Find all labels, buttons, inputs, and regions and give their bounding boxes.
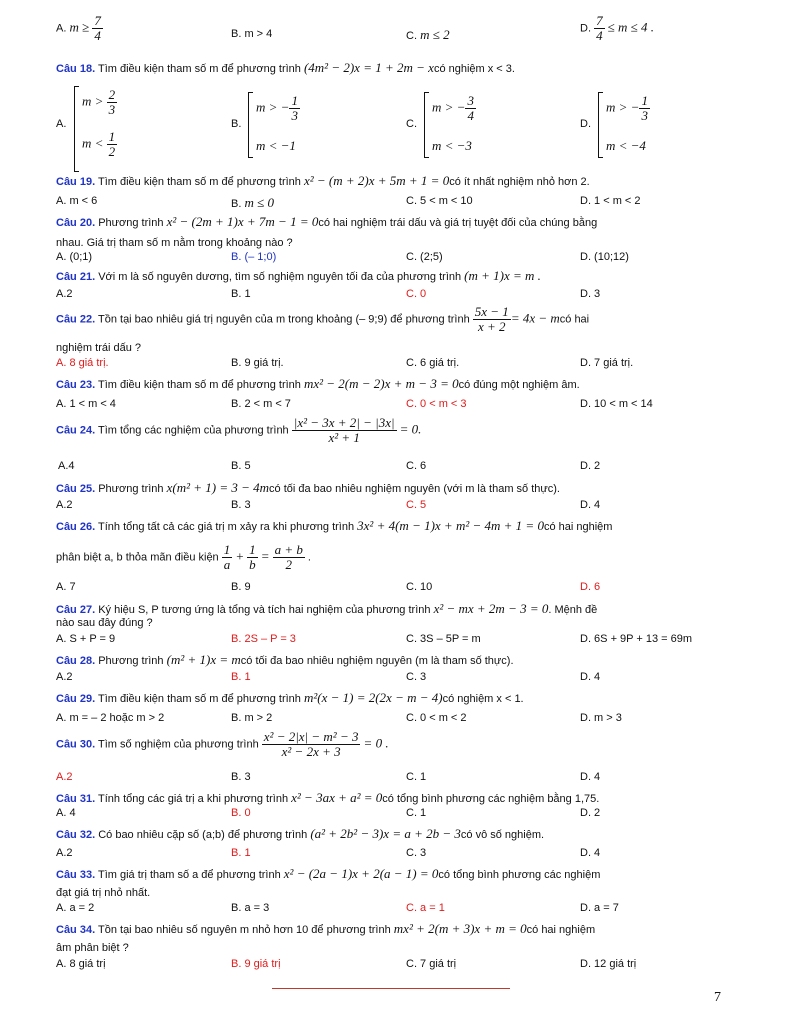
math-expr: ≤ m ≤ 4 . bbox=[607, 19, 655, 35]
numerator: a + b bbox=[274, 542, 303, 557]
option-label: B. bbox=[231, 198, 242, 210]
q18-option-c-label[interactable]: C. bbox=[406, 118, 417, 130]
equation: (4m² − 2)x = 1 + 2m − x bbox=[303, 60, 434, 75]
equation: m²(x − 1) = 2(2x − m − 4) bbox=[303, 690, 443, 705]
q22-question-cont: nghiệm trái dấu ? bbox=[56, 342, 141, 354]
equation: mx² − 2(m − 2)x + m − 3 = 0 bbox=[303, 376, 459, 391]
q20-question-cont: nhau. Giá trị tham số m nằm trong khoảng nào ? bbox=[56, 237, 293, 249]
fraction bbox=[289, 94, 300, 123]
denominator: x² + 1 bbox=[328, 430, 360, 445]
q22-option-a[interactable]: A. 8 giá trị. bbox=[56, 357, 109, 369]
q25-question bbox=[56, 480, 560, 496]
q25-option-a[interactable]: A.2 bbox=[56, 499, 73, 511]
q30-option-c[interactable]: C. 1 bbox=[406, 771, 427, 783]
footer-divider bbox=[272, 988, 510, 989]
q19-option-b[interactable] bbox=[231, 195, 274, 211]
question-text: có hai bbox=[559, 313, 590, 326]
question-label: Câu 25. bbox=[56, 483, 96, 495]
bracket bbox=[74, 86, 79, 172]
q18-a-line2 bbox=[82, 130, 117, 159]
question-label: Câu 33. bbox=[56, 869, 96, 881]
question-label: Câu 28. bbox=[56, 655, 96, 667]
numerator: |x² − 3x + 2| − |3x| bbox=[293, 415, 395, 430]
question-text: có tổng bình phương các nghiệm bằng 1,75. bbox=[382, 793, 600, 805]
option-label: D. bbox=[580, 22, 591, 35]
q34-question bbox=[56, 921, 595, 937]
denominator: 3 bbox=[641, 108, 648, 123]
fraction bbox=[292, 416, 397, 445]
math-expr: m > − bbox=[432, 99, 466, 115]
denominator: x² − 2x + 3 bbox=[281, 744, 341, 759]
q18-b-line1 bbox=[256, 94, 300, 123]
equals-sign: = bbox=[260, 548, 270, 564]
numerator: 1 bbox=[108, 129, 116, 144]
question-label: Câu 19. bbox=[56, 176, 96, 188]
q33-question-cont: đạt giá trị nhỏ nhất. bbox=[56, 887, 151, 899]
q18-option-a-label[interactable]: A. bbox=[56, 118, 67, 130]
question-text: Tìm giá trị tham số a để phương trình bbox=[98, 869, 281, 881]
question-text: Ký hiệu S, P tương ứng là tổng và tích hai nghiệm của phương trình bbox=[98, 604, 431, 616]
q20-option-d[interactable]: D. (10;12) bbox=[580, 251, 629, 263]
denominator: 4 bbox=[596, 28, 603, 43]
denominator: b bbox=[249, 557, 256, 572]
equation: = 0. bbox=[399, 421, 422, 437]
fraction bbox=[92, 14, 103, 43]
q24-option-b[interactable]: B. 5 bbox=[231, 460, 251, 472]
q21-option-c[interactable]: C. 0 bbox=[406, 288, 427, 300]
numerator: 7 bbox=[94, 13, 101, 28]
q34-question-cont: âm phân biệt ? bbox=[56, 942, 129, 954]
q28-option-b[interactable]: B. 1 bbox=[231, 671, 251, 683]
equation: x² − 3ax + a² = 0 bbox=[291, 790, 383, 805]
fraction bbox=[262, 730, 361, 759]
q31-option-d[interactable]: D. 2 bbox=[580, 807, 601, 819]
fraction bbox=[222, 543, 233, 572]
q18-b-line2: m < −1 bbox=[256, 138, 296, 153]
equation: mx² + 2(m + 3)x + m = 0 bbox=[393, 921, 527, 936]
q28-option-c[interactable]: C. 3 bbox=[406, 671, 427, 683]
question-text: Phương trình bbox=[98, 655, 164, 667]
fraction bbox=[473, 305, 511, 334]
q19-option-d[interactable]: D. 1 < m < 2 bbox=[580, 195, 641, 207]
q34-option-d[interactable]: D. 12 giá trị bbox=[580, 958, 637, 970]
q20-option-a[interactable]: A. (0;1) bbox=[56, 251, 93, 263]
question-text: Phương trình bbox=[98, 483, 164, 495]
question-label: Câu 18. bbox=[56, 63, 96, 75]
option-label: A. bbox=[56, 22, 67, 35]
q26-option-d[interactable]: D. 6 bbox=[580, 581, 601, 593]
fraction bbox=[107, 130, 118, 159]
question-text: Tìm điều kiện tham số m để phương trình bbox=[98, 176, 301, 188]
q19-option-c[interactable]: C. 5 < m < 10 bbox=[406, 195, 473, 207]
plus-sign: + bbox=[235, 548, 245, 564]
q26-option-a[interactable]: A. 7 bbox=[56, 581, 76, 593]
equation: x² − (2m + 1)x + 7m − 1 = 0 bbox=[166, 214, 319, 229]
q27-option-c[interactable]: C. 3S – 5P = m bbox=[406, 633, 481, 645]
question-label: Câu 20. bbox=[56, 217, 96, 229]
fraction bbox=[107, 88, 118, 117]
q29-option-c[interactable]: C. 0 < m < 2 bbox=[406, 712, 467, 724]
q33-option-d[interactable]: D. a = 7 bbox=[580, 902, 619, 914]
q32-option-a[interactable]: A.2 bbox=[56, 847, 73, 859]
denominator: 2 bbox=[108, 144, 116, 159]
math-expr: m > − bbox=[606, 99, 640, 115]
question-label: Câu 29. bbox=[56, 693, 96, 705]
q33-option-b[interactable]: B. a = 3 bbox=[231, 902, 270, 914]
q21-option-b[interactable]: B. 1 bbox=[231, 288, 251, 300]
q26-question bbox=[56, 518, 612, 534]
q18-option-b-label[interactable]: B. bbox=[231, 118, 242, 130]
question-label: Câu 34. bbox=[56, 924, 96, 936]
q31-option-a[interactable]: A. 4 bbox=[56, 807, 76, 819]
question-text: có nghiệm x < 3. bbox=[433, 63, 515, 75]
q17-option-b[interactable]: B. m > 4 bbox=[231, 28, 273, 40]
q27-option-d[interactable]: D. 6S + 9P + 13 = 69m bbox=[580, 633, 693, 645]
q29-option-b[interactable]: B. m > 2 bbox=[231, 712, 273, 724]
equation: x² − (m + 2)x + 5m + 1 = 0 bbox=[303, 173, 450, 188]
q27-option-a[interactable]: A. S + P = 9 bbox=[56, 633, 116, 645]
question-text: có hai nghiệm trái dấu và giá trị tuyệt đối của chúng bằng bbox=[318, 217, 598, 229]
denominator: 3 bbox=[108, 102, 116, 117]
q22-option-c[interactable]: C. 6 giá trị. bbox=[406, 357, 460, 369]
denominator: x + 2 bbox=[478, 319, 506, 334]
q28-question bbox=[56, 652, 514, 668]
q34-option-a[interactable]: A. 8 giá trị bbox=[56, 958, 106, 970]
numerator: 5x − 1 bbox=[474, 304, 509, 319]
q33-question bbox=[56, 866, 600, 882]
q20-option-b[interactable]: B. (– 1;0) bbox=[231, 251, 277, 263]
q25-option-c[interactable]: C. 5 bbox=[406, 499, 427, 511]
q31-option-c[interactable]: C. 1 bbox=[406, 807, 427, 819]
equation: (a² + 2b² − 3)x = a + 2b − 3 bbox=[310, 826, 461, 841]
question-text: Tồn tại bao nhiêu số nguyên m nhỏ hơn 10 để phương trình bbox=[98, 924, 391, 936]
bracket bbox=[598, 92, 603, 158]
equation: x² − mx + 2m − 3 = 0 bbox=[433, 601, 549, 616]
q21-option-d[interactable]: D. 3 bbox=[580, 288, 601, 300]
math-expr: m < bbox=[82, 135, 104, 151]
question-label: Câu 24. bbox=[56, 424, 96, 437]
q30-question bbox=[56, 730, 389, 759]
q20-option-c[interactable]: C. (2;5) bbox=[406, 251, 443, 263]
numerator: 2 bbox=[108, 87, 116, 102]
q23-option-b[interactable]: B. 2 < m < 7 bbox=[231, 398, 291, 410]
option-label: C. bbox=[406, 30, 417, 42]
math-expr: m > − bbox=[256, 99, 290, 115]
equation: 3x² + 4(m − 1)x + m² − 4m + 1 = 0 bbox=[357, 518, 544, 533]
q31-option-b[interactable]: B. 0 bbox=[231, 807, 251, 819]
equation: x(m² + 1) = 3 − 4m bbox=[166, 480, 270, 495]
question-text: Tính tổng các giá trị a khi phương trình bbox=[98, 793, 289, 805]
fraction bbox=[639, 94, 650, 123]
numerator: x² − 2|x| − m² − 3 bbox=[263, 729, 359, 744]
q18-question bbox=[56, 60, 515, 76]
q34-option-b[interactable]: B. 9 giá trị bbox=[231, 958, 281, 970]
q26-option-c[interactable]: C. 10 bbox=[406, 581, 433, 593]
fraction bbox=[594, 14, 605, 43]
fraction bbox=[273, 543, 305, 572]
q26-option-b[interactable]: B. 9 bbox=[231, 581, 251, 593]
question-label: Câu 22. bbox=[56, 313, 96, 326]
q17-option-a[interactable] bbox=[56, 14, 103, 43]
math-expr: m ≥ bbox=[69, 19, 90, 35]
numerator: 1 bbox=[249, 542, 256, 557]
q24-question bbox=[56, 416, 421, 445]
q24-option-c[interactable]: C. 6 bbox=[406, 460, 427, 472]
q18-c-line1 bbox=[432, 94, 476, 123]
q23-option-d[interactable]: D. 10 < m < 14 bbox=[580, 398, 653, 410]
question-text: Tìm điều kiện tham số m để phương trình bbox=[98, 693, 301, 705]
q27-option-b[interactable]: B. 2S – P = 3 bbox=[231, 633, 296, 645]
q18-c-line2: m < −3 bbox=[432, 138, 472, 153]
equation: (m + 1)x = m . bbox=[464, 268, 541, 283]
q32-option-b[interactable]: B. 1 bbox=[231, 847, 251, 859]
denominator: 4 bbox=[94, 28, 101, 43]
q28-option-d[interactable]: D. 4 bbox=[580, 671, 601, 683]
q29-option-d[interactable]: D. m > 3 bbox=[580, 712, 622, 724]
question-text: phân biệt a, b thỏa mãn điều kiện bbox=[56, 551, 219, 564]
question-text: có vô số nghiệm. bbox=[460, 829, 545, 841]
numerator: 1 bbox=[641, 93, 648, 108]
q30-option-b[interactable]: B. 3 bbox=[231, 771, 251, 783]
page-number: 7 bbox=[714, 990, 721, 1005]
math-expr: m ≤ 2 bbox=[420, 27, 450, 42]
question-text: Có bao nhiêu cặp số (a;b) để phương trình bbox=[98, 829, 308, 841]
question-text: Tìm điều kiện tham số m để phương trình bbox=[98, 379, 301, 391]
question-text: Tìm điều kiện tham số m để phương trình bbox=[98, 63, 301, 75]
question-text: Phương trình bbox=[98, 217, 164, 229]
q19-option-a[interactable]: A. m < 6 bbox=[56, 195, 98, 207]
math-expr: m ≤ 0 bbox=[244, 195, 274, 210]
equation: = 0 . bbox=[363, 735, 389, 751]
q33-option-a[interactable]: A. a = 2 bbox=[56, 902, 95, 914]
numerator: 1 bbox=[291, 93, 298, 108]
question-label: Câu 27. bbox=[56, 604, 96, 616]
equation: x² − (2a − 1)x + 2(a − 1) = 0 bbox=[283, 866, 439, 881]
q20-question bbox=[56, 214, 597, 230]
denominator: 3 bbox=[291, 108, 298, 123]
numerator: 1 bbox=[223, 542, 231, 557]
math-expr: m > bbox=[82, 93, 104, 109]
question-text: Tồn tại bao nhiêu giá trị nguyên của m trong khoảng (– 9;9) để phương trình bbox=[98, 313, 470, 326]
question-text: . Mệnh đề bbox=[548, 604, 598, 616]
question-text: Tìm tổng các nghiệm của phương trình bbox=[98, 424, 289, 437]
q27-question-cont: nào sau đây đúng ? bbox=[56, 617, 153, 629]
q24-option-d[interactable]: D. 2 bbox=[580, 460, 601, 472]
q17-option-d[interactable] bbox=[580, 14, 654, 43]
equation: (m² + 1)x = m bbox=[166, 652, 241, 667]
q23-option-c[interactable]: C. 0 < m < 3 bbox=[406, 398, 467, 410]
question-text: có nghiệm x < 1. bbox=[442, 693, 524, 705]
q19-question bbox=[56, 173, 590, 189]
question-label: Câu 30. bbox=[56, 738, 96, 751]
q23-option-a[interactable]: A. 1 < m < 4 bbox=[56, 398, 116, 410]
equation: = 4x − m bbox=[510, 310, 560, 326]
question-label: Câu 23. bbox=[56, 379, 96, 391]
q23-question bbox=[56, 376, 580, 392]
q17-option-c[interactable] bbox=[406, 27, 450, 43]
question-label: Câu 26. bbox=[56, 521, 96, 533]
question-text: có ít nhất nghiệm nhỏ hơn 2. bbox=[449, 176, 590, 188]
q24-option-a[interactable]: A.4 bbox=[58, 460, 75, 472]
fraction bbox=[465, 94, 476, 123]
q18-a-line1 bbox=[82, 88, 117, 117]
q32-option-d[interactable]: D. 4 bbox=[580, 847, 601, 859]
q30-option-d[interactable]: D. 4 bbox=[580, 771, 601, 783]
q21-question bbox=[56, 268, 541, 284]
question-text: có hai nghiệm bbox=[543, 521, 613, 533]
q30-option-a[interactable]: A.2 bbox=[56, 771, 73, 783]
question-text: có tối đa bao nhiêu nghiệm nguyên (với m là tham số thực). bbox=[269, 483, 560, 495]
fraction bbox=[247, 543, 258, 572]
bracket bbox=[248, 92, 253, 158]
numerator: 7 bbox=[596, 13, 603, 28]
q22-option-d[interactable]: D. 7 giá trị. bbox=[580, 357, 634, 369]
question-label: Câu 21. bbox=[56, 271, 96, 283]
q32-option-c[interactable]: C. 3 bbox=[406, 847, 427, 859]
q26-question-cont: phân biệt a, b thỏa mãn điều kiện $\frac{1}{a}$ + $\frac{1}{b}$ = $\frac{a + b}{2}$ . bbox=[56, 542, 311, 572]
q29-question bbox=[56, 690, 524, 706]
bracket bbox=[424, 92, 429, 158]
numerator: 3 bbox=[467, 93, 474, 108]
question-text: Tìm số nghiệm của phương trình bbox=[98, 738, 259, 751]
question-text: có tổng bình phương các nghiệm bbox=[438, 869, 601, 881]
q31-question bbox=[56, 790, 599, 806]
q22-option-b[interactable]: B. 9 giá trị. bbox=[231, 357, 284, 369]
q28-option-a[interactable]: A.2 bbox=[56, 671, 73, 683]
q27-question bbox=[56, 601, 597, 617]
denominator: 4 bbox=[467, 108, 474, 123]
question-text: Với m là số nguyên dương, tìm số nghiệm nguyên tối đa của phương trình bbox=[98, 271, 462, 283]
q34-option-c[interactable]: C. 7 giá trị bbox=[406, 958, 457, 970]
q18-option-d-label[interactable]: D. bbox=[580, 118, 591, 130]
question-text: có tối đa bao nhiêu nghiệm nguyên (m là tham số thực). bbox=[240, 655, 514, 667]
question-text: có hai nghiệm bbox=[526, 924, 596, 936]
q33-option-c[interactable]: C. a = 1 bbox=[406, 902, 445, 914]
q25-option-d[interactable]: D. 4 bbox=[580, 499, 601, 511]
q18-d-line2: m < −4 bbox=[606, 138, 646, 153]
q18-d-line1 bbox=[606, 94, 650, 123]
q32-question bbox=[56, 826, 544, 842]
q21-option-a[interactable]: A.2 bbox=[56, 288, 73, 300]
q25-option-b[interactable]: B. 3 bbox=[231, 499, 251, 511]
denominator: a bbox=[223, 557, 231, 572]
q29-option-a[interactable]: A. m = – 2 hoặc m > 2 bbox=[56, 712, 165, 724]
q22-question bbox=[56, 305, 589, 334]
question-text: có đúng một nghiệm âm. bbox=[458, 379, 580, 391]
denominator: 2 bbox=[285, 557, 292, 572]
question-text: Tính tổng tất cả các giá trị m xảy ra khi phương trình bbox=[98, 521, 355, 533]
question-label: Câu 32. bbox=[56, 829, 96, 841]
question-label: Câu 31. bbox=[56, 793, 96, 805]
